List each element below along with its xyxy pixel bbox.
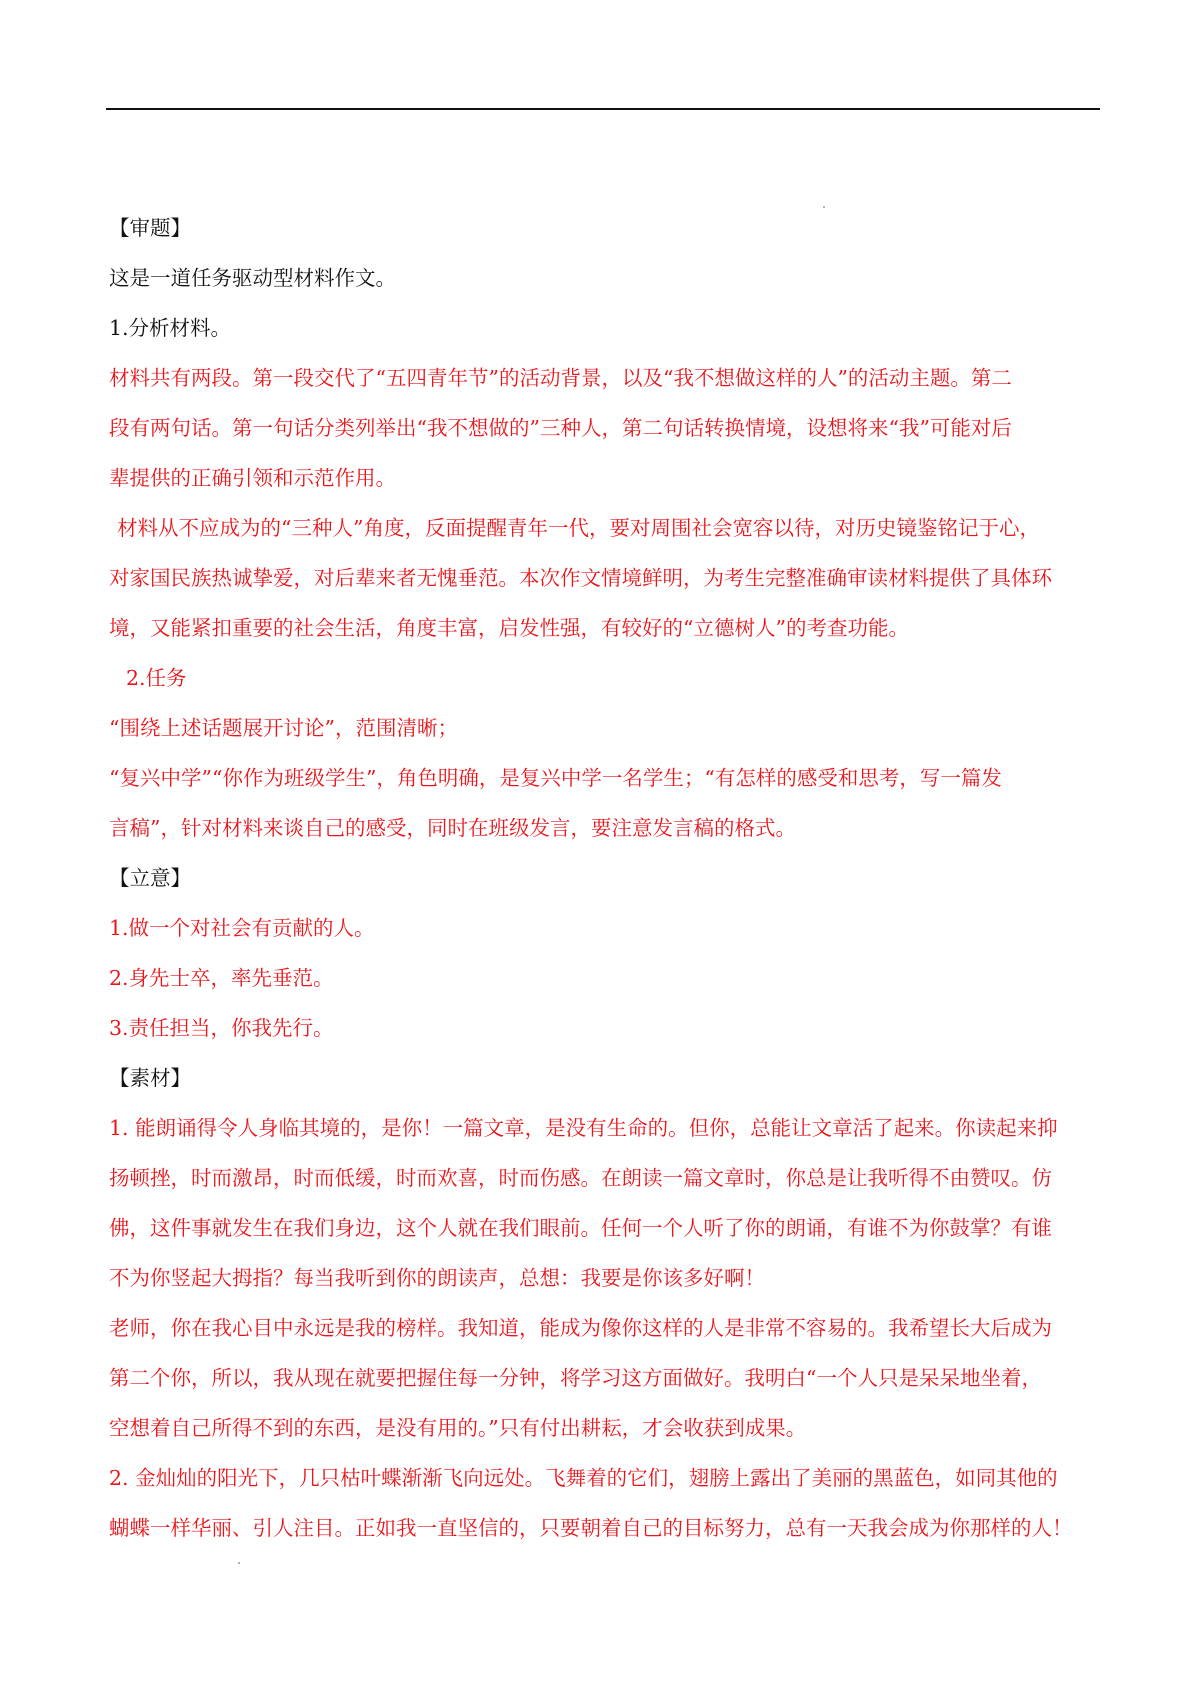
sucai-material-1b-line: 老师，你在我心目中永远是我的榜样。我知道，能成为像你这样的人是非常不容易的。我希望长大后成为 — [109, 1316, 1052, 1340]
task-role-line: 言稿”，针对材料来谈自己的感受，同时在班级发言，要注意发言稿的格式。 — [109, 816, 796, 840]
shenti-point-1: 1.分析材料。 — [109, 316, 232, 340]
sucai-material-1b-line: 第二个你，所以，我从现在就要把握住每一分钟，将学习这方面做好。我明白“一个人只是呆呆地坐着， — [109, 1366, 1042, 1390]
material-angle-line: 材料从不应成为的“三种人”角度，反面提醒青年一代，要对周围社会宽容以待，对历史镜鉴铭记于心， — [117, 516, 1040, 540]
material-analysis-line: 材料共有两段。第一段交代了“五四青年节”的活动背景，以及“我不想做这样的人”的活动主题。第二 — [109, 366, 1012, 390]
scan-speck — [238, 1562, 240, 1564]
sucai-material-1-line: 扬顿挫，时而激昂，时而低缓，时而欢喜，时而伤感。在朗读一篇文章时，你总是让我听得不由赞叹。仿 — [109, 1166, 1052, 1190]
sucai-material-2-line: 2. 金灿灿的阳光下，几只枯叶蝶渐渐飞向远处。飞舞着的它们，翅膀上露出了美丽的黑蓝色，如同其他的 — [109, 1466, 1058, 1490]
material-angle-line: 对家国民族热诚挚爱，对后辈来者无愧垂范。本次作文情境鲜明，为考生完整准确审读材料提供了具体环 — [109, 566, 1052, 590]
shenti-intro: 这是一道任务驱动型材料作文。 — [109, 266, 396, 290]
material-analysis-line: 辈提供的正确引领和示范作用。 — [109, 466, 396, 490]
section-heading-shenti: 【审题】 — [109, 216, 191, 240]
material-angle-line: 境，又能紧扣重要的社会生活，角度丰富，启发性强，有较好的“立德树人”的考查功能。 — [109, 616, 909, 640]
sucai-material-1-line: 1. 能朗诵得令人身临其境的，是你！一篇文章，是没有生命的。但你，总能让文章活了起来。你读起来抑 — [109, 1116, 1058, 1140]
task-scope-line: “围绕上述话题展开讨论”，范围清晰； — [109, 716, 458, 740]
header-rule — [106, 108, 1100, 110]
sucai-material-1b-line: 空想着自己所得不到的东西，是没有用的。”只有付出耕耘，才会收获到成果。 — [109, 1416, 807, 1440]
sucai-material-1-line: 佛，这件事就发生在我们身边，这个人就在我们眼前。任何一个人听了你的朗诵，有谁不为你鼓掌？有谁 — [109, 1216, 1052, 1240]
sucai-material-2-line: 蝴蝶一样华丽、引人注目。正如我一直坚信的，只要朝着自己的目标努力，总有一天我会成为你那样的人！ — [109, 1516, 1073, 1540]
task-role-line: “复兴中学”“你作为班级学生”，角色明确，是复兴中学一名学生；“有怎样的感受和思考，写一篇发 — [109, 766, 1002, 790]
material-analysis-line: 段有两句话。第一句话分类列举出“我不想做的”三种人，第二句话转换情境，设想将来“我”可能对后 — [109, 416, 1012, 440]
document-body — [109, 203, 1101, 1553]
section-heading-liyi: 【立意】 — [109, 866, 191, 890]
shenti-point-2: 2.任务 — [126, 666, 187, 690]
liyi-item: 2.身先士卒，率先垂范。 — [109, 966, 334, 990]
liyi-item: 1.做一个对社会有贡献的人。 — [109, 916, 375, 940]
section-heading-sucai: 【素材】 — [109, 1066, 191, 1090]
liyi-item: 3.责任担当，你我先行。 — [109, 1016, 334, 1040]
sucai-material-1-line: 不为你竖起大拇指？每当我听到你的朗读声，总想：我要是你该多好啊！ — [109, 1266, 765, 1290]
